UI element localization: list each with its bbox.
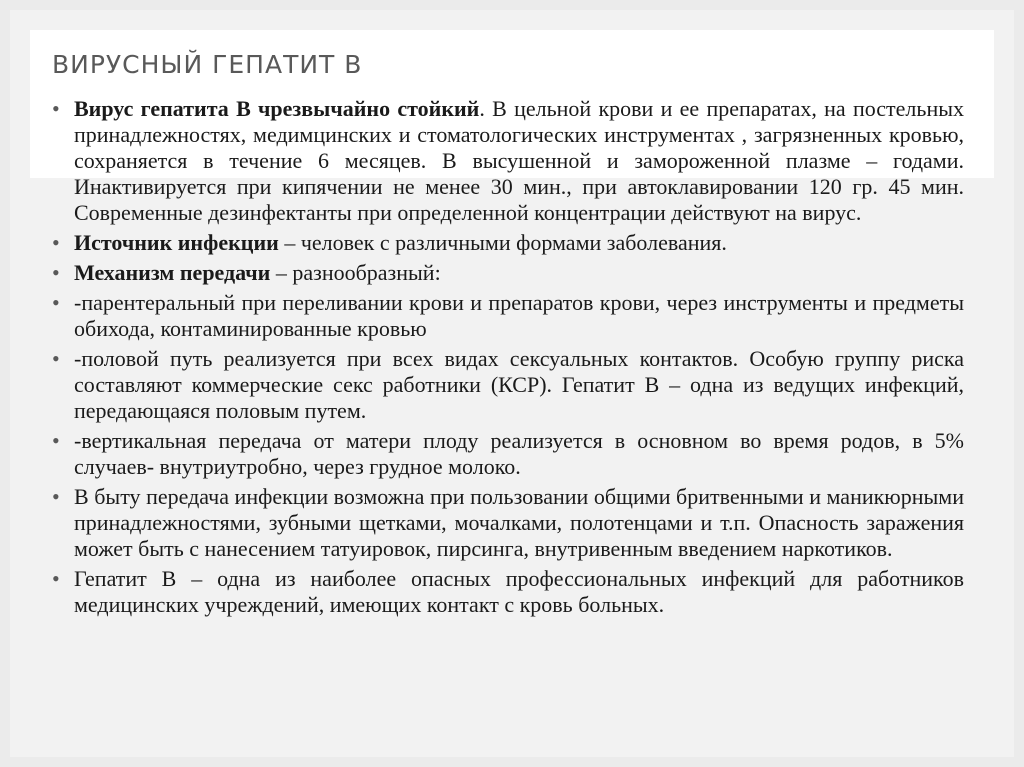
bullet-item-virus-stability: [52, 96, 964, 226]
bullet-item-occupational: [52, 566, 964, 618]
bullet-lead: Механизм передачи: [74, 260, 271, 285]
bullet-item-household: [52, 484, 964, 562]
bullet-text: -вертикальная передача от матери плоду реализуется в основном во время родов, в 5% случаев- внутриутробно, через грудное молоко.: [74, 428, 964, 479]
bullet-item-parenteral: [52, 290, 964, 342]
bullet-lead: Вирус гепатита В чрезвычайно стойкий: [74, 96, 480, 121]
bullet-item-infection-source: [52, 230, 964, 256]
slide-title: ВИРУСНЫЙ ГЕПАТИТ В: [52, 50, 363, 79]
bullet-text: -парентеральный при переливании крови и препаратов крови, через инструменты и предметы обихода, контаминированные кровью: [74, 290, 964, 341]
bullet-text: -половой путь реализуется при всех видах сексуальных контактов. Особую группу риска составляют коммерческие секс работники (КСР). Гепатит В – одна из ведущих инфекций, передающаяся половым путем.: [74, 346, 964, 423]
bullet-text: – человек с различными формами заболевания.: [278, 230, 727, 255]
bullet-text: Гепатит В – одна из наиболее опасных профессиональных инфекций для работников медицинских учреждений, имеющих контакт с кровь больных.: [74, 566, 964, 617]
bullet-item-transmission-mechanism: [52, 260, 964, 286]
bullet-item-sexual: [52, 346, 964, 424]
bullet-text: . В цельной крови и ее препаратах, на постельных принадлежностях, медимцинских и стоматологических инструментах , загрязненных кровью, сохраняется в течение 6 месяцев. В высушенной и замороженной плазме – годами. Инактивируется при кипячении не менее 30 мин., при автоклавировании 120 гр. 45 мин. Современные дезинфектанты при определенной концентрации действуют на вирус.: [74, 96, 964, 225]
bullet-list: [52, 96, 964, 622]
bullet-item-vertical: [52, 428, 964, 480]
bullet-text: – разнообразный:: [270, 260, 441, 285]
bullet-lead: Источник инфекции: [74, 230, 279, 255]
bullet-text: В быту передача инфекции возможна при пользовании общими бритвенными и маникюрными принадлежностями, зубными щетками, мочалками, полотенцами и т.п. Опасность заражения может быть с нанесением татуировок, пирсинга, внутривенным введением наркотиков.: [74, 484, 964, 561]
